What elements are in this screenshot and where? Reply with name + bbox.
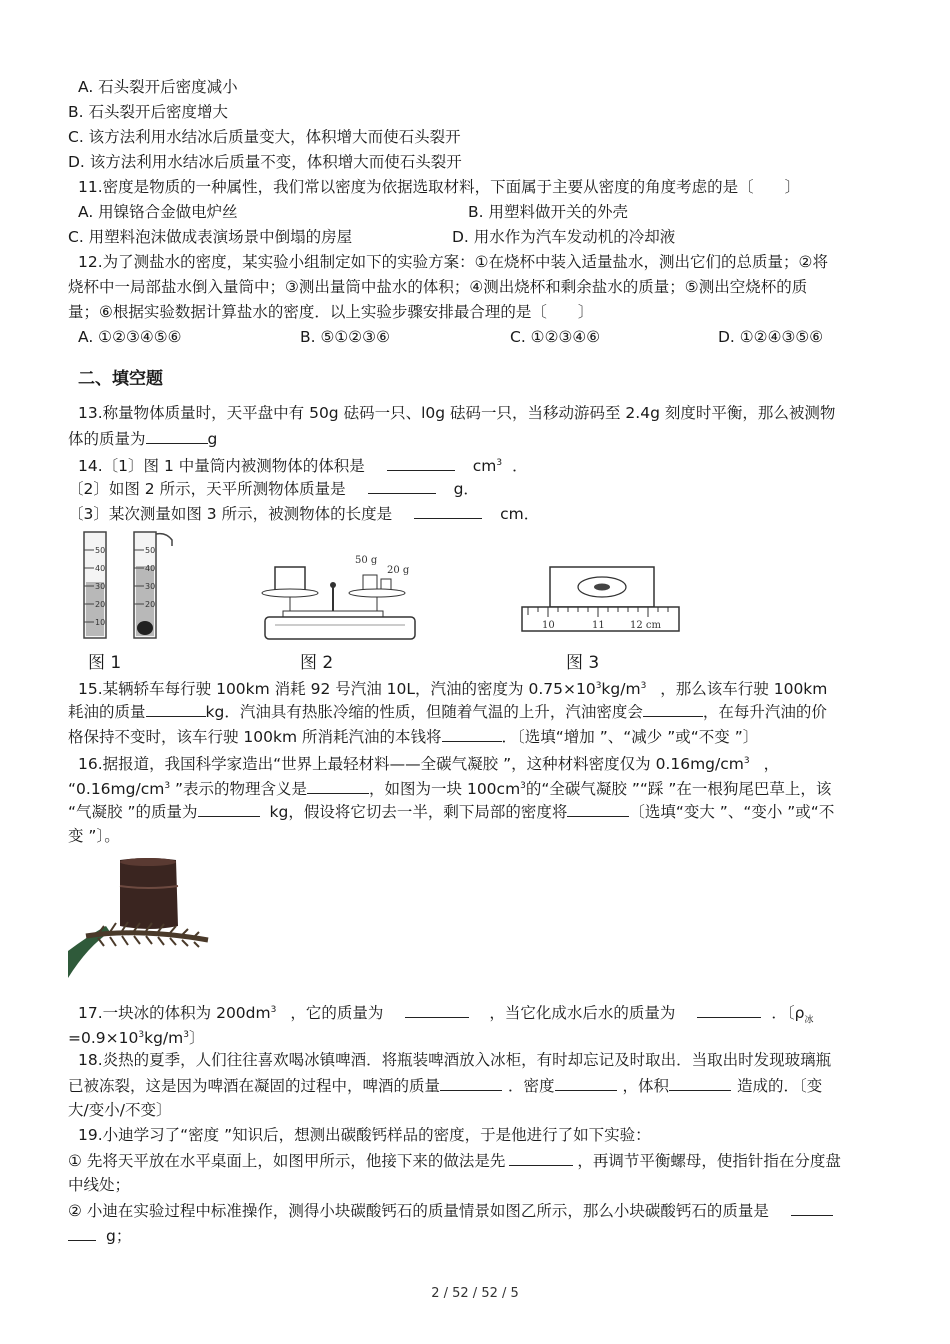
q10-option-b: B. 石头裂开后密度增大: [68, 103, 228, 121]
q16-blank-3[interactable]: [567, 800, 629, 817]
q18-line3: 大/变小/不变〕: [68, 1101, 172, 1119]
q19-line5: g；: [68, 1224, 131, 1247]
q13-blank[interactable]: [146, 427, 208, 444]
q14-part1: 14.〔1〕图 1 中量筒内被测物体的体积是 $cm^3$ ．: [78, 452, 528, 477]
q15-line2: 耗油的质量 kg．汽油具有热胀冷缩的性质，但随着气温的上升，汽油密度会 ，在每升汽油的价: [68, 700, 827, 723]
page-footer: 2 / 52 / 52 / 5: [431, 1286, 519, 1301]
q19-blank-2b[interactable]: [68, 1224, 96, 1241]
q16-line2: “$0.16mg/cm^3$ ”表示的物理含义是 ，如图为一块 $100cm^3$的“全碳气凝胶 ”“踩 ”在一根狗尾巴草上，该: [68, 775, 831, 800]
q13-line1: 13.称量物体质量时，天平盘中有 50g 砝码一只、l0g 砝码一只，当移动游码至 2.4g 刻度时平衡，那么被测物: [78, 404, 836, 422]
fig1-tick: 20: [95, 600, 106, 609]
q19-line2: ① 先将天平放在水平桌面上，如图甲所示，他接下来的做法是先 ，再调节平衡螺母，使指针指在分度盘: [68, 1149, 841, 1172]
q16-line4: 变 ”〕。: [68, 827, 120, 845]
q14-blank-1[interactable]: [387, 454, 455, 471]
fig3-tick-10: 10: [542, 620, 555, 631]
fig2-weight-label-2: 20 g: [387, 565, 410, 576]
section-title: 二、填空题: [78, 369, 163, 389]
q10-option-a: A. 石头裂开后密度减小: [78, 78, 238, 96]
q12-line3: 量；⑥根据实验数据计算盐水的密度．以上实验步骤安排最合理的是〔 〕: [68, 303, 594, 321]
q18-blank-2[interactable]: [555, 1074, 617, 1091]
q19-line4: ② 小迪在实验过程中标准操作，测得小块碳酸钙石的质量情景如图乙所示，那么小块碳酸钙石的质量是: [68, 1199, 833, 1222]
q12-option-b: B. ⑤①②③⑥: [300, 328, 390, 346]
fig1-tick: 30: [145, 582, 156, 591]
fig1-tick: 40: [95, 564, 106, 573]
fig1-tick: 20: [145, 600, 156, 609]
q16-line1: 16.据报道，我国科学家造出“世界上最轻材料——全碳气凝胶 ”，这种材料密度仅为 $0.16mg/cm^3$ ，: [78, 755, 780, 774]
q17-blank-1[interactable]: [405, 1001, 469, 1018]
q12-option-c: C. ①②③④⑥: [510, 328, 601, 346]
figure-2-balance: [255, 545, 425, 645]
q17-blank-2[interactable]: [697, 1001, 761, 1018]
q18-blank-3[interactable]: [669, 1074, 731, 1091]
q19-line3: 中线处；: [68, 1176, 131, 1194]
q14-part2: 〔2〕如图 2 所示，天平所测物体质量是 g．: [68, 477, 479, 500]
fig3-tick-11: 11: [592, 620, 605, 631]
q16-line3: “气凝胶 ”的质量为 kg，假设将它切去一半，剩下局部的密度将 〔选填“变大 ”、“变小 ”或“不: [68, 800, 834, 823]
fig1-tick: 30: [95, 582, 106, 591]
q19-line1: 19.小迪学习了“密度 ”知识后，想测出碳酸钙样品的密度，于是他进行了如下实验：: [78, 1126, 651, 1144]
figure-3-ruler: [518, 565, 683, 635]
q10-option-d: D. 该方法利用水结冰后质量不变，体积增大而使石头裂开: [68, 153, 462, 171]
q16-blank-1[interactable]: [307, 777, 369, 794]
q14-blank-2[interactable]: [368, 477, 436, 494]
q14-blank-3[interactable]: [414, 502, 482, 519]
q15-blank-3[interactable]: [442, 725, 502, 742]
q12-option-d: D. ①②④③⑤⑥: [718, 328, 824, 346]
fig1-tick: 50: [95, 546, 106, 555]
q18-line2: 已被冻裂，这是因为啤酒在凝固的过程中，啤酒的质量 ．密度 ，体积 造成的．〔变: [68, 1074, 822, 1097]
q11-stem: 11.密度是物质的一种属性，我们常以密度为依据选取材料，下面属于主要从密度的角度考虑的是〔 〕: [78, 178, 801, 196]
figure-1-graduated-cylinders: [76, 528, 186, 643]
q15-line1: 15.某辆轿车每行驶 100km 消耗 92 号汽油 10L，汽油的密度为 $0.75\times 10^3kg/m^3$ ，那么该车行驶 100km: [78, 680, 828, 699]
q12-line1: 12.为了测盐水的密度，某实验小组制定如下的实验方案：①在烧杯中装入适量盐水，测出它们的总质量；②将: [78, 253, 828, 271]
q15-line3: 格保持不变时，该车行驶 100km 所消耗汽油的本钱将 ．〔选填“增加 ”、“减少 ”或“不变 ”〕: [68, 725, 758, 748]
q17-line2: $=0.9\times 10^3kg/m^3$〕: [68, 1029, 205, 1048]
fig3-tick-12: 12 cm: [630, 620, 661, 631]
q18-line1: 18.炎热的夏季，人们往往喜欢喝冰镇啤酒．将瓶装啤酒放入冰柜，有时却忘记及时取出．当取出时发现玻璃瓶: [78, 1051, 832, 1069]
q11-option-b: B. 用塑料做开关的外壳: [468, 203, 628, 221]
q12-line2: 烧杯中一局部盐水倒入量筒中；③测出量筒中盐水的体积；④测出烧杯和剩余盐水的质量；⑤测出空烧杯的质: [68, 278, 808, 296]
q13-line2: 体的质量为 g: [68, 427, 217, 450]
q19-blank-1[interactable]: [509, 1149, 573, 1166]
q11-option-a: A. 用镍铬合金做电炉丝: [78, 203, 238, 221]
q10-option-c: C. 该方法利用水结冰后质量变大，体积增大而使石头裂开: [68, 128, 461, 146]
fig2-weight-label-1: 50 g: [355, 555, 378, 566]
q11-option-c: C. 用塑料泡沫做成表演场景中倒塌的房屋: [68, 228, 353, 246]
q17-line1: 17.一块冰的体积为 $200dm^3$ ，它的质量为 ，当它化成水后水的质量为 ．〔$\rho_冰$: [78, 999, 813, 1031]
q15-blank-2[interactable]: [643, 700, 703, 717]
q14-part3: 〔3〕某次测量如图 3 所示，被测物体的长度是 cm．: [68, 502, 539, 525]
q11-option-d: D. 用水作为汽车发动机的冷却液: [452, 228, 676, 246]
q12-option-a: A. ①②③④⑤⑥: [78, 328, 182, 346]
figure-1-caption: 图 1: [88, 653, 122, 673]
fig1-tick: 40: [145, 564, 156, 573]
q19-blank-2a[interactable]: [791, 1199, 833, 1216]
q18-blank-1[interactable]: [440, 1074, 502, 1091]
figure-2-caption: 图 2: [300, 653, 334, 673]
q16-blank-2[interactable]: [198, 800, 260, 817]
q15-blank-1[interactable]: [146, 700, 206, 717]
fig1-tick: 10: [95, 618, 106, 627]
figure-3-caption: 图 3: [566, 653, 600, 673]
aerogel-on-grass-photo: [68, 856, 218, 978]
fig1-tick: 50: [145, 546, 156, 555]
